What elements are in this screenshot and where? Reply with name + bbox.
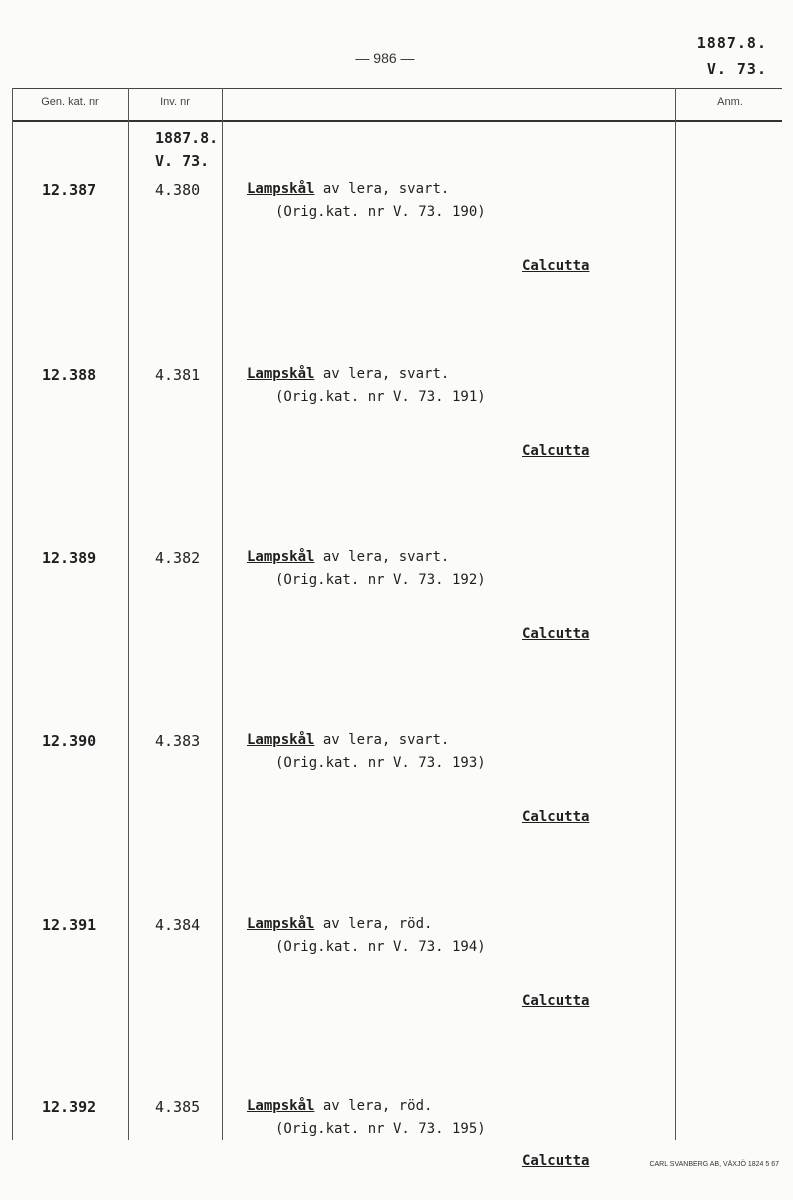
object-name: Lampskål	[247, 366, 315, 382]
preamble-year: 1887.8.	[155, 129, 219, 147]
page-number: — 986 —	[355, 50, 415, 66]
object-material: av lera, röd.	[314, 1098, 433, 1114]
printer-imprint: CARL SVANBERG AB, VÄXJÖ 1824 5 67	[649, 1161, 779, 1168]
object-description	[247, 549, 449, 565]
preamble-collection: V. 73.	[155, 152, 210, 170]
gen-kat-number: 12.391	[42, 916, 97, 934]
gen-kat-number: 12.387	[42, 181, 97, 199]
original-catalog-ref: (Orig.kat. nr V. 73. 190)	[275, 204, 486, 220]
inv-number: 4.385	[155, 1098, 201, 1116]
gen-kat-number: 12.390	[42, 732, 97, 750]
place-of-origin: Calcutta	[522, 258, 590, 274]
object-description	[247, 181, 449, 197]
catalog-entry	[0, 732, 793, 915]
gen-kat-number: 12.389	[42, 549, 97, 567]
column-header-inv-nr: Inv. nr	[160, 96, 190, 108]
inv-number: 4.382	[155, 549, 201, 567]
place-of-origin: Calcutta	[522, 443, 590, 459]
object-name: Lampskål	[247, 732, 315, 748]
inv-number: 4.384	[155, 916, 201, 934]
object-name: Lampskål	[247, 181, 315, 197]
original-catalog-ref: (Orig.kat. nr V. 73. 195)	[275, 1121, 486, 1137]
catalog-entry	[0, 181, 793, 364]
original-catalog-ref: (Orig.kat. nr V. 73. 193)	[275, 755, 486, 771]
catalog-entry	[0, 549, 793, 732]
gen-kat-number: 12.392	[42, 1098, 97, 1116]
original-catalog-ref: (Orig.kat. nr V. 73. 194)	[275, 939, 486, 955]
inv-number: 4.383	[155, 732, 201, 750]
object-description	[247, 732, 449, 748]
inventory-preamble	[155, 127, 218, 173]
place-of-origin: Calcutta	[522, 809, 590, 825]
object-material: av lera, röd.	[314, 916, 433, 932]
object-material: av lera, svart.	[314, 366, 450, 382]
gen-kat-number: 12.388	[42, 366, 97, 384]
object-description	[247, 916, 432, 932]
column-header-anm: Anm.	[717, 96, 743, 108]
original-catalog-ref: (Orig.kat. nr V. 73. 192)	[275, 572, 486, 588]
catalog-entry	[0, 916, 793, 1099]
object-name: Lampskål	[247, 916, 315, 932]
corner-reference-collection: V. 73.	[706, 60, 767, 78]
place-of-origin: Calcutta	[522, 626, 590, 642]
object-name: Lampskål	[247, 1098, 315, 1114]
inv-number: 4.380	[155, 181, 201, 199]
object-material: av lera, svart.	[314, 181, 450, 197]
catalog-entry	[0, 366, 793, 549]
corner-reference-year: 1887.8.	[696, 34, 767, 52]
column-header-gen-kat-nr: Gen. kat. nr	[41, 96, 99, 108]
original-catalog-ref: (Orig.kat. nr V. 73. 191)	[275, 389, 486, 405]
object-material: av lera, svart.	[314, 732, 450, 748]
place-of-origin: Calcutta	[522, 993, 590, 1009]
object-name: Lampskål	[247, 549, 315, 565]
catalog-entry	[0, 1098, 793, 1198]
object-description	[247, 366, 449, 382]
object-description	[247, 1098, 432, 1114]
inv-number: 4.381	[155, 366, 201, 384]
object-material: av lera, svart.	[314, 549, 450, 565]
place-of-origin: Calcutta	[522, 1153, 590, 1169]
